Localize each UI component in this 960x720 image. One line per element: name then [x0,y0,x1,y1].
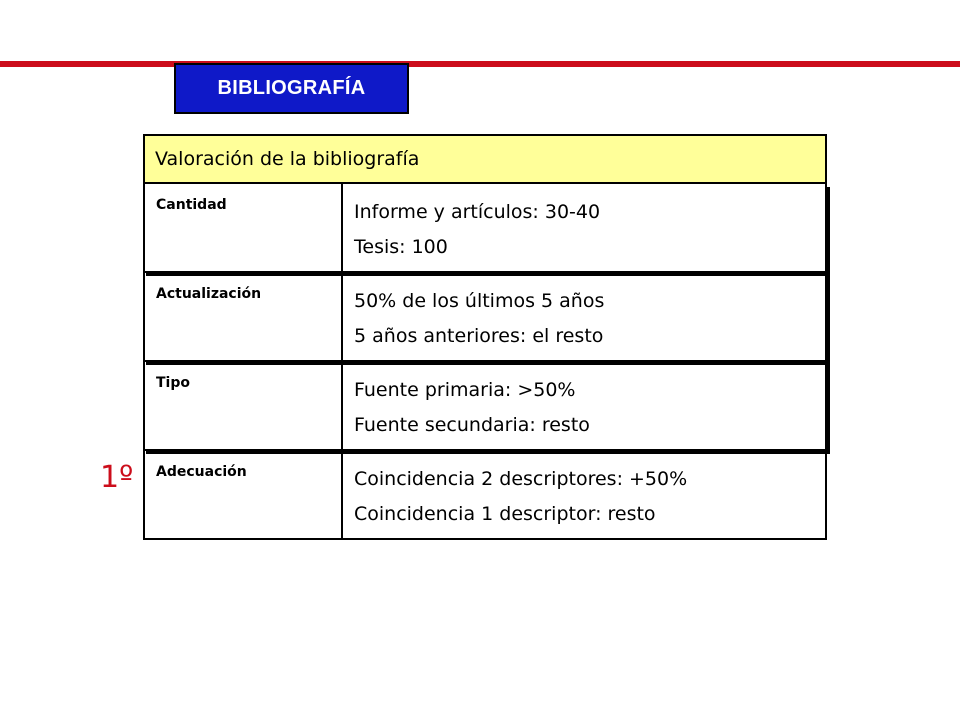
row-label: Actualización [145,273,343,360]
ordinal-marker: 1º [100,460,134,495]
table-row-adecuacion [143,451,827,540]
table-row-cantidad [143,184,827,273]
row-value-line: Informe y artículos: 30-40 [354,201,601,223]
bibliography-table [143,134,827,540]
row-value-line: Coincidencia 2 descriptores: +50% [354,468,688,490]
row-value-line: 5 años anteriores: el resto [354,325,604,347]
row-label: Cantidad [145,184,343,271]
row-value-line: Coincidencia 1 descriptor: resto [354,503,656,525]
row-values [343,184,825,271]
row-value-line: 50% de los últimos 5 años [354,290,605,312]
top-red-rule [0,61,960,67]
row-label: Tipo [145,362,343,449]
table-header: Valoración de la bibliografía [143,134,827,184]
table-row-actualizacion [143,273,827,362]
row-values [343,451,825,538]
row-values [343,273,825,360]
row-value-line: Tesis: 100 [354,236,448,258]
table-row-tipo [143,362,827,451]
row-label: Adecuación [145,451,343,538]
row-value-line: Fuente primaria: >50% [354,379,576,401]
page-title: BIBLIOGRAFÍA [174,63,409,114]
row-value-line: Fuente secundaria: resto [354,414,590,436]
row-values [343,362,825,449]
